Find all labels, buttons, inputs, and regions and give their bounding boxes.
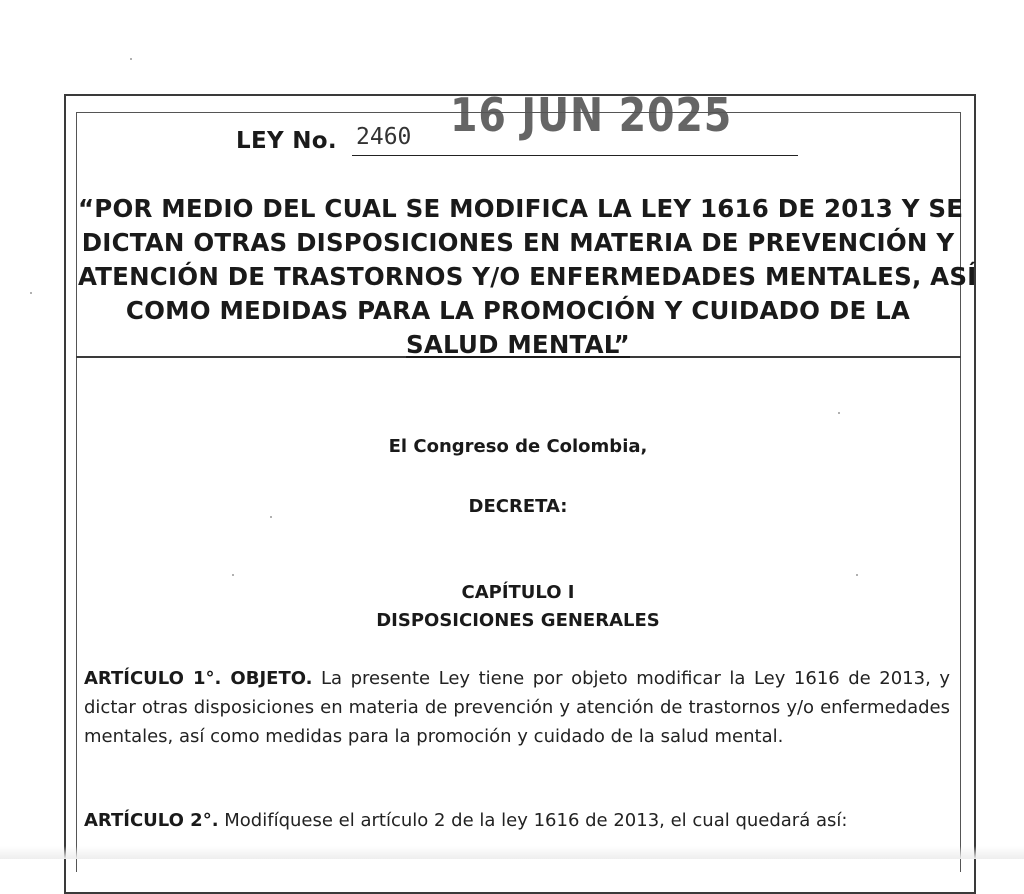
chapter-title: DISPOSICIONES GENERALES [376, 610, 660, 631]
scan-speck [232, 574, 234, 576]
scan-speck [856, 574, 858, 576]
article-paragraph [84, 806, 950, 835]
law-number-underline [352, 155, 798, 156]
law-title-line: “POR MEDIO DEL CUAL SE MODIFICA LA LEY 1616 DE 2013 Y SE [78, 194, 964, 223]
law-number: 2460 [356, 124, 412, 150]
scan-speck [270, 516, 272, 518]
document-inner-border-right [960, 112, 961, 872]
decreta-heading: DECRETA: [468, 496, 568, 517]
page-bottom-shadow [0, 846, 1024, 859]
law-title-line: ATENCIÓN DE TRASTORNOS Y/O ENFERMEDADES MENTALES, ASÍ [78, 262, 977, 291]
law-number-label: LEY No. [236, 128, 337, 154]
law-title-line: COMO MEDIDAS PARA LA PROMOCIÓN Y CUIDADO DE LA [125, 296, 911, 325]
date-stamp: 16 JUN 2025 [450, 88, 733, 142]
law-title [78, 192, 977, 362]
scan-speck [838, 412, 840, 414]
article-text: Modifíquese el artículo 2 de la ley 1616 de 2013, el cual quedará así: [218, 810, 848, 831]
article-heading: ARTÍCULO 2°. [84, 810, 219, 831]
article-heading: ARTÍCULO 1°. OBJETO. [84, 668, 313, 689]
document-inner-border-left [76, 112, 77, 872]
chapter-heading: CAPÍTULO I [461, 582, 575, 603]
article-text: La presente Ley tiene por objeto modificar la Ley 1616 de 2013, y dictar otras disposiciones en materia de prevención y atención de trastornos y/o enfermedades mentales, así como medidas para la promoción y cuidado de la salud mental. [84, 668, 950, 747]
scan-speck [30, 292, 32, 294]
law-title-line: SALUD MENTAL” [406, 330, 630, 359]
article-paragraph [84, 664, 950, 751]
congress-heading: El Congreso de Colombia, [388, 436, 648, 457]
scan-speck [130, 58, 132, 60]
law-title-line: DICTAN OTRAS DISPOSICIONES EN MATERIA DE PREVENCIÓN Y [81, 228, 955, 257]
